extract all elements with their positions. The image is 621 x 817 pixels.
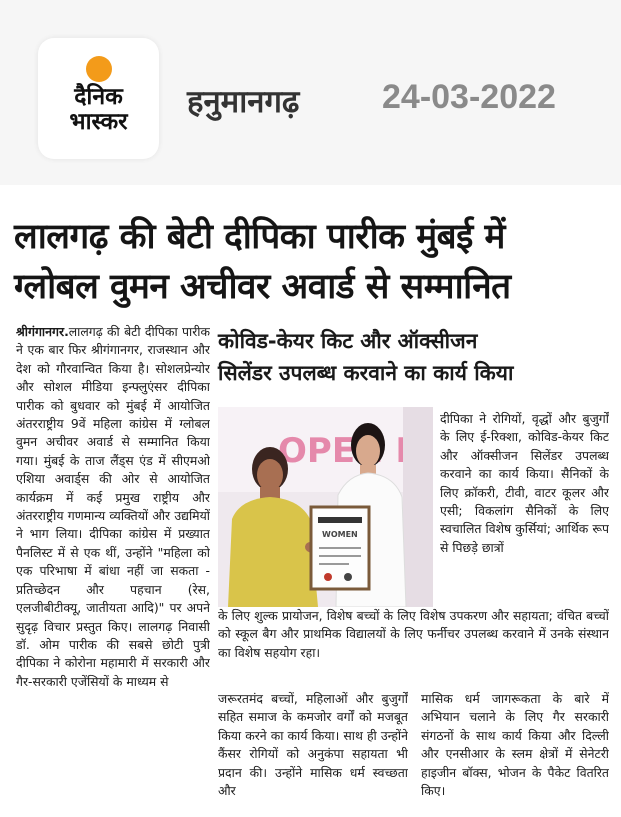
article-column-1: [16, 323, 210, 813]
dateline: श्रीगंगानगर.: [16, 324, 69, 339]
article-subheading: [218, 325, 603, 389]
article-column-2: दीपिका ने रोगियों, वृद्धों और बुजुर्गों के लिए ई-रिक्शा, कोविड-केयर किट और ऑक्सीजन सिलेंडर उपलब्ध करवाने का कार्य किया। सैनिकों के लिए क्रॉकरी, टीवी, वाटर कूलर और एसी; विकलांग सैनिकों के लिए स्वचालित विशेष कुर्सियां; आर्थिक रूप से पिछड़े छात्रों: [440, 411, 609, 555]
subheading-line1: कोविड-केयर किट और ऑक्सीजन: [218, 329, 478, 353]
article-column-4: मासिक धर्म जागरूकता के बारे में अभियान चलाने के लिए गैर सरकारी संगठनों के साथ कार्य किया और दिल्ली और एनसीआर के स्लम क्षेत्रों में सेनेटरी हाइजीन बॉक्स, भोजन के पैकेट वितरित किए।: [421, 691, 609, 799]
logo-text-line1: दैनिक: [74, 84, 123, 110]
dainik-bhaskar-logo: [38, 38, 159, 159]
column-1-text: लालगढ़ की बेटी दीपिका पारीक ने एक बार फिर श्रीगंगानगर, राजस्थान और देश को गौरवान्वित किया है। सोशलप्रेन्योर और सोशल मीडिया इन्फ्लुएंसर दीपिका पारीक को बुधवार को मुंबई में आयोजित अंतरराष्ट्रीय 9वें महिला कांग्रेस में ग्लोबल वुमन अचीवर अवार्ड से सम्मानित किया गया। मुंबई के ताज लैंड्स एंड में सीएमओ एशिया अवार्ड्स की ओर से आयोजित कार्यक्रम में कई प्रमुख राष्ट्रीय और अंतरराष्ट्रीय गणमान्य व्यक्तियों और उद्यमियों ने भाग लिया। दीपिका कांग्रेस में प्रख्यात पैनलिस्ट में से एक थीं, उन्होंने "महिला को एक परिभाषा में बांधा नहीं जा सकता - प्रतिच्छेदन और पहचान (रेस, एलजीबीटीक्यू, जातीयता आदि)" पर अपने सुदृढ़ विचार प्रस्तुत किए। लालगढ़ निवासी डॉ. ओम पारीक की सबसे छोटी पुत्री दीपिका ने कोरोना महामारी में सरकारी और गैर-सरकारी एजेंसियों के माध्यम से: [16, 324, 210, 689]
page-header: [0, 0, 621, 185]
photo-banner-text: OPEN: [278, 431, 384, 471]
article-wide-paragraph: के लिए शुल्क प्रायोजन, विशेष बच्चों के लिए विशेष उपकरण और सहायता; वंचित बच्चों को स्कूल बैग और प्राथमिक विद्यालयों के लिए फर्नीचर उपलब्ध करवाने में उनके संस्थान का विशेष सहयोग रहा।: [218, 608, 609, 660]
award-photo-illustration: [218, 407, 433, 607]
award-frame-text: WOMEN: [322, 530, 358, 539]
award-photo: [218, 407, 433, 607]
logo-text-line2: भास्कर: [69, 109, 128, 135]
headline-line1: लालगढ़ की बेटी दीपिका पारीक मुंबई में: [14, 217, 505, 257]
article-column-3: जरूरतमंद बच्चों, महिलाओं और बुजुर्गों सहित समाज के कमजोर वर्गों को मजबूत किया करने का कार्य किया। साथ ही उन्होंने कैंसर रोगियों को अनुकंपा सहायता भी प्रदान की। उन्होंने मासिक धर्म स्वच्छता और: [218, 691, 408, 799]
logo-sun-icon: [86, 56, 112, 82]
edition-city: हनुमानगढ़: [187, 84, 300, 120]
subheading-line2: सिलेंडर उपलब्ध करवाने का कार्य किया: [218, 361, 514, 385]
edition-date: 24-03-2022: [382, 78, 556, 116]
headline-line2: ग्लोबल वुमन अचीवर अवार्ड से सम्मानित: [14, 267, 511, 307]
article-headline: [14, 212, 614, 312]
